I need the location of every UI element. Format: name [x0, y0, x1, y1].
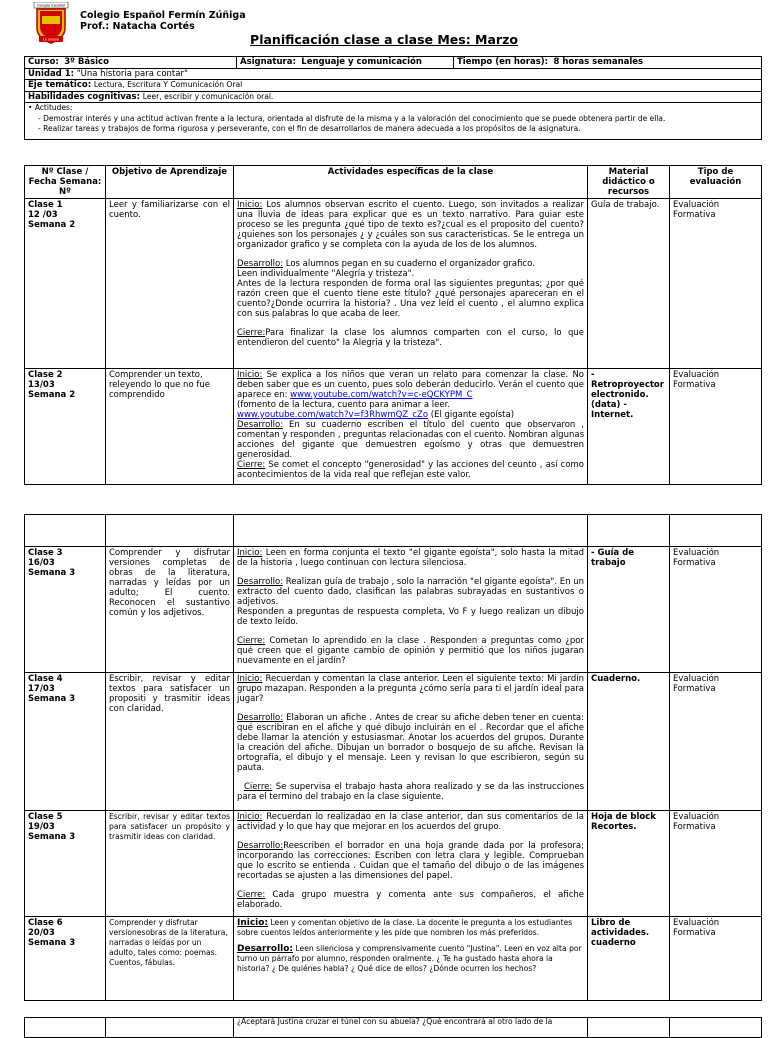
school-name: Colegio Español Fermín Zúñiga: [80, 10, 246, 21]
school-header: [80, 10, 246, 32]
logo-bottom-text: La Serena: [43, 37, 59, 42]
col-header-material: Material didáctico o recursos: [588, 166, 670, 199]
actividades-cell: Inicio: Leen y comentan objetivo de la clase. La docente le pregunta a los estudiantes sobre cuentos leídos anteriormente y les pide que nombren los más preferidos. Desarrollo: Leen silenciosa y comprensivamente cuento "Justina". Leen en voz alta por turno un párrafo por alumno, responden oralmente. ¿ Te ha gustado hasta ahora la historia? ¿ De quiénes habla? ¿ Qué dice de ellos? ¿Dónde ocurren los hechos?: [234, 917, 588, 1001]
youtube-link-2[interactable]: www.youtube.com/watch?v=f3RhwmQZ_cZo: [237, 410, 429, 420]
page-title: Planificación clase a clase Mes: Marzo: [250, 32, 518, 47]
table-row: Clase 4 17/03 Semana 3 Escribir, revisar y editar textos para satisfacer un propositi y trasmitir ideas con claridad. Inicio: Recuerdan y comentan la clase anterior. Leen el siguiente texto: Mi jardín grupo mazapan. Responden a la pregunta ¿cómo sería para ti el jardín ideal para jugar? Desarrollo: Elaboran un afiche . Antes de crear su afiche deben tener en cuenta: qué escribiran en el afiche y qué dibujo incluirán en el . Recordar que el afiche debe llamar la atención y estusiasmar. Anotar los acuerdos del grupos. Durante la creación del afiche. Dibujan un borrador o bosquejo de su afiche. Revisan la ortografía, el dibujo y el mensaje. Leen y revisan lo que escribieron, según su pauta. Cierre: Se supervisa el trabajo hasta ahora realizado y se da las instrucciones para el termino del trabajo en la clase siguiente. Cuaderno. Evaluación Formativa: [25, 673, 762, 811]
col-header-objetivo: Objetivo de Aprendizaje: [106, 166, 234, 199]
table-row: Clase 5 19/03 Semana 3 Escribir, revisar y editar textos para satisfacer un propósito y trasmitir ideas con claridad. Inicio: Recuerdan lo realizadao en la clase anterior, dan sus comentarios de la actividad y lo que hay que mejorar en los acuerdos del grupo. Desarrollo:Reescriben el borrador en una hoja grande dada por la profesora; incorporando las correcciones: Escriben con letra clara y legible. Comprueban que lo escrito se entienda . Cuidan que el tamaño del dibujo o de las imágenes recortadas se ajusten a las dimensiones del papel. Cierre: Cada grupo muestra y comenta ante sus compañeros, el afiche elaborado. Hoja de block Recortes. Evaluación Formativa: [25, 811, 762, 917]
col-header-clase: Nº Clase / Fecha Semana: Nº: [25, 166, 106, 199]
actividades-cell: Inicio: Leen en forma conjunta el texto "el gigante egoísta", solo hasta la mitad de la historia , luego continuan con lectura silenciosa. Desarrollo: Realizan guía de trabajo , solo la narración "el gigante egoísta". En un extracto del cuento dado, clasifican las palabras subrayadas en sustantivos o adjetivos. Responden a preguntas de respuesta completa, Vo F y luego realizan un dibujo de texto leído. Cierre: Cometan lo aprendido en la clase . Responden a preguntas como ¿por qué creen que el gigante cambio de opinión y permitió que los niños jugaran nuevamente en el jardín?: [234, 547, 588, 673]
actitudes-cell: • Actitudes: - Demostrar interés y una actitud activan frente a la lectura, orientada al disfrute de la misma y a la valoración del conocimiento que se puede obtenera partir de ella. - Realizar tareas y trabajos de forma rigurosa y perseverante, con el fin de desarrollarlos de manera adecuada a los propósitos de la asignatura.: [25, 103, 762, 140]
plan-table-1: [24, 165, 762, 485]
youtube-link-1[interactable]: www.youtube.com/watch?v=c-eQCKYPM_C: [290, 390, 473, 400]
eje-cell: Eje temático: Lectura, Escritura Y Comunicación Oral: [25, 80, 762, 92]
asignatura-cell: Asignatura: Lenguaje y comunicación: [237, 57, 454, 69]
course-info-table: [24, 56, 762, 140]
col-header-actividades: Actividades específicas de la clase: [234, 166, 588, 199]
logo-top-text: Colegio Español: [36, 3, 66, 8]
plan-table-3-partial: [24, 1017, 762, 1038]
actividades-cell: Inicio: Recuerdan lo realizadao en la clase anterior, dan sus comentarios de la actividad y lo que hay que mejorar en los acuerdos del grupo. Desarrollo:Reescriben el borrador en una hoja grande dada por la profesora; incorporando las correcciones: Escriben con letra clara y legible. Comprueban que lo escrito se entienda . Cuidan que el tamaño del dibujo o de las imágenes recortadas se ajusten a las dimensiones del papel. Cierre: Cada grupo muestra y comenta ante sus compañeros, el afiche elaborado.: [234, 811, 588, 917]
plan-table-2: [24, 514, 762, 1001]
col-header-evaluacion: Tipo de evaluación: [670, 166, 762, 199]
unidad-cell: Unidad 1: "Una historia para contar": [25, 68, 762, 80]
partial-activity-text: ¿Aceptará Justina cruzar el túnel con su abuela? ¿Qué encontrará al otro lado de la: [234, 1018, 588, 1038]
curso-cell: Curso: 3º Básico: [25, 57, 237, 69]
table-row: Clase 2 13/03 Semana 2 Comprender un texto, releyendo lo que no fue comprendido Inicio: Se explica a los niños que veran un relato para comenzar la clase. No deben saber que es un cuento, pues solo deberán deducirlo. Verán el cuento que aparece en: www.youtube.com/watch?v=c-eQCKYPM_C (fomento de la lectura, cuento para animar a leer. www.youtube.com/watch?v=f3RhwmQZ_cZo (El gigante egoísta) Desarrollo: En su cuaderno escriben el título del cuento que observaron , comentan y responden , preguntas relacionadas con el cuento. Nombran algunas acciones del gigante que demuestren egoísmo y otras que demuestren generosidad. Cierre: Se comet el concepto "generosidad" y las acciones del ceunto , así como acontecimientos de la vida real que reflejan este valor. - Retroproyector electronido. (data) - Internet. Evaluación Formativa: [25, 369, 762, 485]
tiempo-cell: Tiempo (en horas): 8 horas semanales: [454, 57, 762, 69]
table-row: Clase 1 12 /03 Semana 2 Leer y familiarizarse con el cuento. Inicio: Los alumnos observan escrito el cuento. Luego, son invitados a realizar una lluvia de ideas para explicar que es un texto narrativo. Para guiar este proceso se les pregunta ¿qué tipo de texto es?¿cual es el proposito del cuento?¿quienes son los personajes ¿ y ¿cuáles son sus caracteristicas. Se le entrega un organizador grafico y se completa con la ayuda de los de los alumnos. Desarrollo: Los alumnos pegan en su cuaderno el organizador grafico. Leen individualmente "Alegría y tristeza". Antes de la lectura responden de forma oral las siguientes preguntas; ¿por qué razón creen que el cuento tiene este título? ¿qué personajes apareceran en el cuento?¿Donde ocurrira la historia? . Una vez leíd el cuento , el alumno explica con sus palabras lo que acaba de leer. Cierre:Para finalizar la clase los alumnos comparten con el curso, lo que entendieron del cuento" la Alegria y la tristeza". Guía de trabajo. Evaluación Formativa: [25, 199, 762, 369]
habilidades-cell: Habilidades cognitivas: Leer, escribir y comunicación oral.: [25, 91, 762, 103]
table-row: Clase 6 20/03 Semana 3 Comprender y disfrutar versionesobras de la literatura, narradas o leídas por un adulto, tales como: poemas. Cuentos, fábulas. Inicio: Leen y comentan objetivo de la clase. La docente le pregunta a los estudiantes sobre cuentos leídos anteriormente y les pide que nombren los más preferidos. Desarrollo: Leen silenciosa y comprensivamente cuento "Justina". Leen en voz alta por turno un párrafo por alumno, responden oralmente. ¿ Te ha gustado hasta ahora la historia? ¿ De quiénes habla? ¿ Qué dice de ellos? ¿Dónde ocurren los hechos? Libro de actividades. cuaderno Evaluación Formativa: [25, 917, 762, 1001]
actividades-cell: Inicio: Los alumnos observan escrito el cuento. Luego, son invitados a realizar una lluvia de ideas para explicar que es un texto narrativo. Para guiar este proceso se les pregunta ¿qué tipo de texto es?¿cual es el proposito del cuento?¿quienes son los personajes ¿ y ¿cuáles son sus caracteristicas. Se le entrega un organizador grafico y se completa con la ayuda de los de los alumnos. Desarrollo: Los alumnos pegan en su cuaderno el organizador grafico. Leen individualmente "Alegría y tristeza". Antes de la lectura responden de forma oral las siguientes preguntas; ¿por qué razón creen que el cuento tiene este título? ¿qué personajes apareceran en el cuento?¿Donde ocurrira la historia? . Una vez leíd el cuento , el alumno explica con sus palabras lo que acaba de leer. Cierre:Para finalizar la clase los alumnos comparten con el curso, lo que entendieron del cuento" la Alegria y la tristeza".: [234, 199, 588, 369]
teacher-name: Prof.: Natacha Cortés: [80, 21, 195, 32]
table-row: Clase 3 16/03 Semana 3 Comprender y disfrutar versiones completas de obras de la literatura, narradas y leídas por un adulto; El cuento. Reconocen el sustantivo común y los adjetivos. Inicio: Leen en forma conjunta el texto "el gigante egoísta", solo hasta la mitad de la historia , luego continuan con lectura silenciosa. Desarrollo: Realizan guía de trabajo , solo la narración "el gigante egoísta". En un extracto del cuento dado, clasifican las palabras subrayadas en sustantivos o adjetivos. Responden a preguntas de respuesta completa, Vo F y luego realizan un dibujo de texto leído. Cierre: Cometan lo aprendido en la clase . Responden a preguntas como ¿por qué creen que el gigante cambio de opinión y permitió que los niños jugaran nuevamente en el jardín? - Guía de trabajo Evaluación Formativa: [25, 547, 762, 673]
actividades-cell: Inicio: Recuerdan y comentan la clase anterior. Leen el siguiente texto: Mi jardín grupo mazapan. Responden a la pregunta ¿cómo sería para ti el jardín ideal para jugar? Desarrollo: Elaboran un afiche . Antes de crear su afiche deben tener en cuenta: qué escribiran en el afiche y qué dibujo incluirán en el . Recordar que el afiche debe llamar la atención y estusiasmar. Anotar los acuerdos del grupos. Durante la creación del afiche. Dibujan un borrador o bosquejo de su afiche. Revisan la ortografía, el dibujo y el mensaje. Leen y revisan lo que escribieron, según su pauta. Cierre: Se supervisa el trabajo hasta ahora realizado y se da las instrucciones para el termino del trabajo en la clase siguiente.: [234, 673, 588, 811]
actividades-cell: Inicio: Se explica a los niños que veran un relato para comenzar la clase. No deben saber que es un cuento, pues solo deberán deducirlo. Verán el cuento que aparece en: www.youtube.com/watch?v=c-eQCKYPM_C (fomento de la lectura, cuento para animar a leer. www.youtube.com/watch?v=f3RhwmQZ_cZo (El gigante egoísta) Desarrollo: En su cuaderno escriben el título del cuento que observaron , comentan y responden , preguntas relacionadas con el cuento. Nombran algunas acciones del gigante que demuestren egoísmo y otras que demuestren generosidad. Cierre: Se comet el concepto "generosidad" y las acciones del ceunto , así como acontecimientos de la vida real que reflejan este valor.: [234, 369, 588, 485]
